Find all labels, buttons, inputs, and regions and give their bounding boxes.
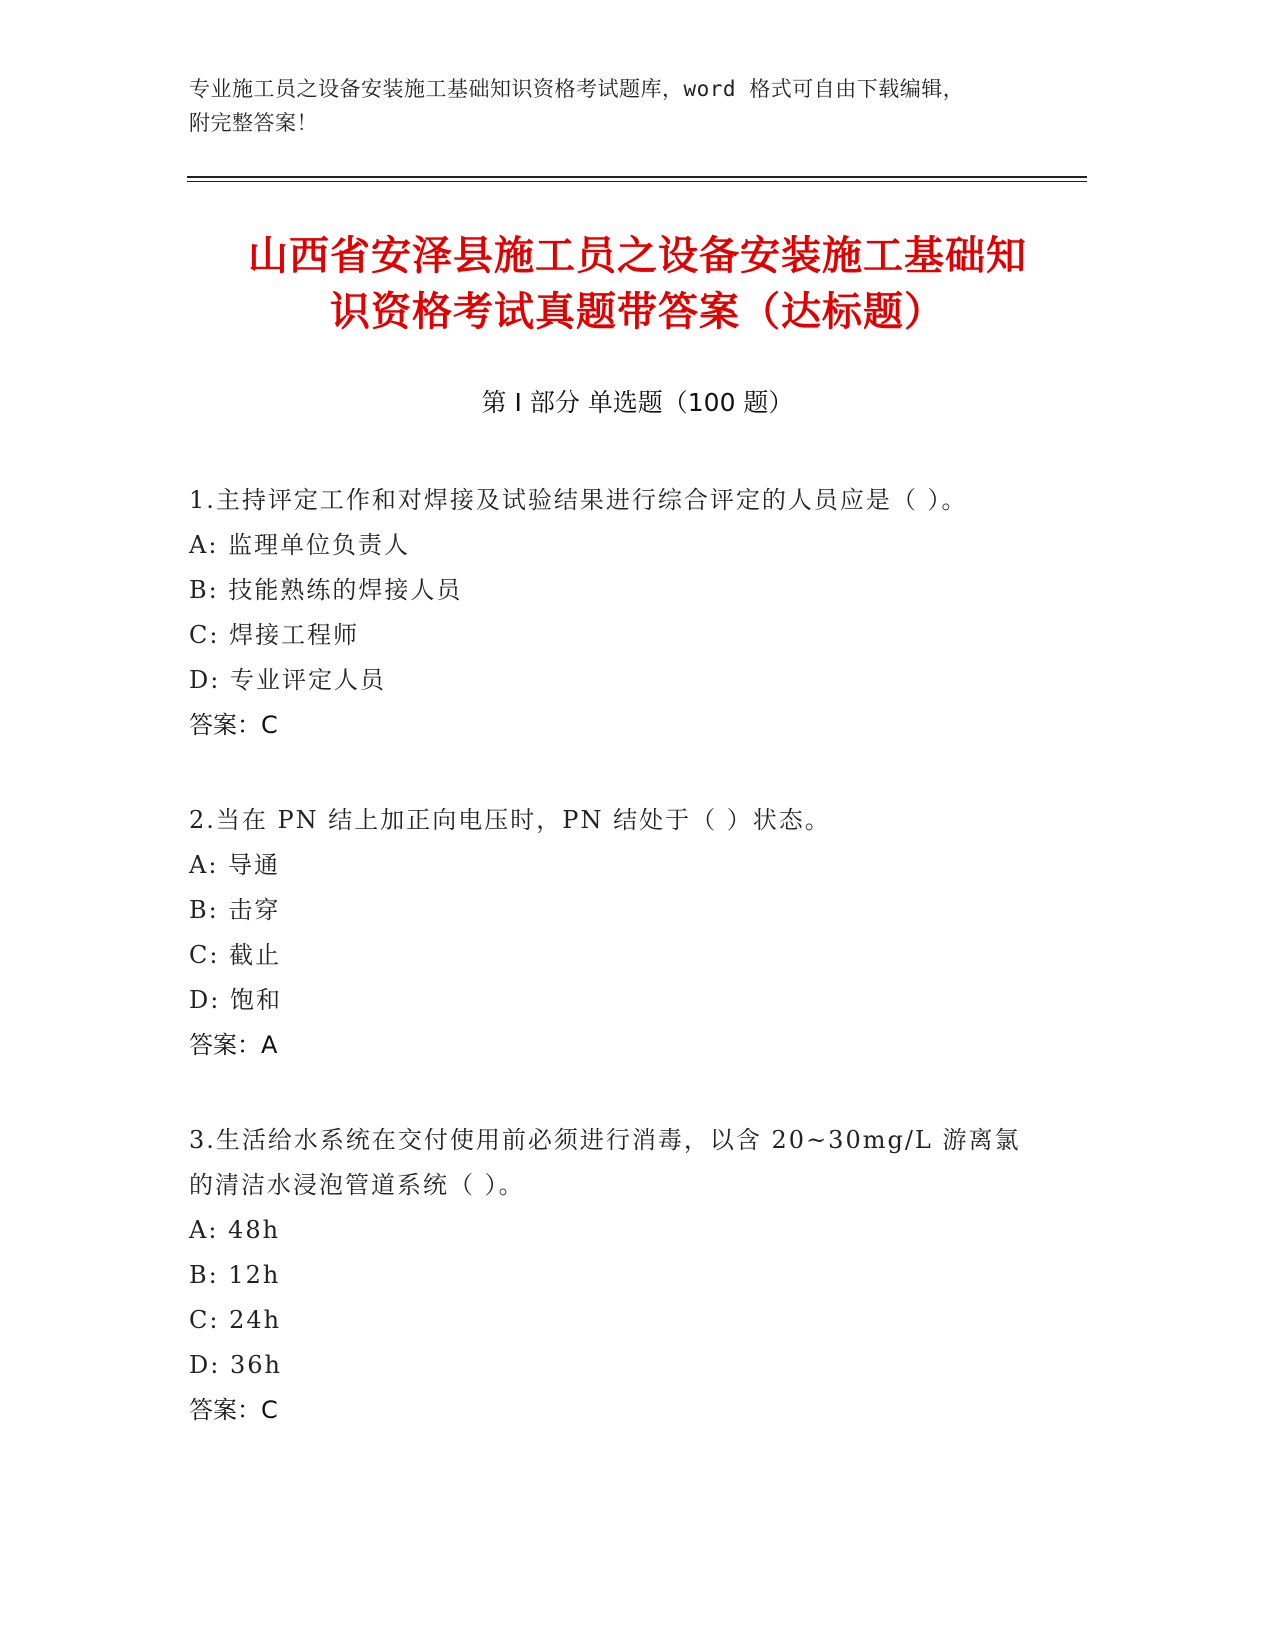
answer-line: 答案：C [189, 1396, 278, 1424]
question-stem-line-2: 的清洁水浸泡管道系统（ ）。 [189, 1171, 525, 1199]
answer-line: 答案：C [189, 711, 278, 739]
question-stem: 1.主持评定工作和对焊接及试验结果进行综合评定的人员应是（ ）。 [189, 486, 968, 514]
option-c: C: 截止 [189, 941, 282, 969]
document-title-line-1: 山西省安泽县施工员之设备安装施工基础知 [248, 233, 1027, 279]
header-note [189, 72, 1069, 140]
question-item [189, 478, 1089, 748]
header-note-line-2: 附完整答案！ [189, 111, 318, 135]
option-c: C: 24h [189, 1306, 282, 1334]
document-title [160, 228, 1115, 340]
section-heading: 第 I 部分 单选题（100 题） [481, 388, 794, 417]
question-stem: 2.当在 PN 结上加正向电压时，PN 结处于（ ）状态。 [189, 806, 831, 834]
option-a: A: 导通 [189, 851, 281, 879]
header-note-line-1: 专业施工员之设备安装施工基础知识资格考试题库，word 格式可自由下载编辑， [189, 77, 965, 101]
option-d: D: 饱和 [189, 986, 282, 1014]
option-a: A: 48h [189, 1216, 281, 1244]
document-title-line-2: 识资格考试真题带答案（达标题） [330, 289, 945, 335]
question-stem-line-1: 3.生活给水系统在交付使用前必须进行消毒，以含 20~30mg/L 游离氯 [189, 1126, 1021, 1154]
question-list [189, 478, 1089, 1483]
header-divider-thin [187, 181, 1087, 182]
question-item [189, 1118, 1089, 1433]
option-b: B: 12h [189, 1261, 281, 1289]
answer-line: 答案：A [189, 1031, 278, 1059]
option-b: B: 击穿 [189, 896, 281, 924]
option-d: D: 专业评定人员 [189, 666, 386, 694]
question-item [189, 798, 1089, 1068]
option-c: C: 焊接工程师 [189, 621, 360, 649]
header-divider-thick [187, 176, 1087, 178]
option-d: D: 36h [189, 1351, 282, 1379]
option-b: B: 技能熟练的焊接人员 [189, 576, 463, 604]
option-a: A: 监理单位负责人 [189, 531, 411, 559]
